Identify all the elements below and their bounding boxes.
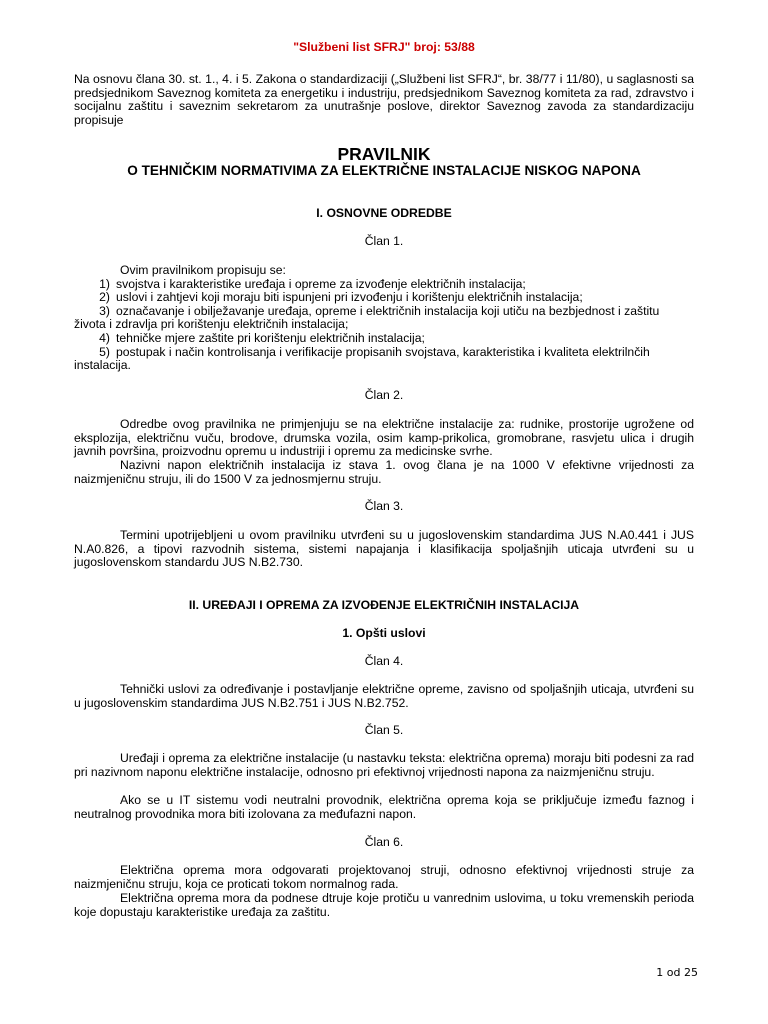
article-3-paragraph-1: Termini upotrijebljeni u ovom pravilniku utvrđeni su u jugoslovenskim standardima JUS N.A0.441 i JUS N.A0.826, a tipovi razvodnih sistema, sistemi napajanja i klasifikacija spoljašnjih uticaja utvrđeni su u jugoslovenskom standardu JUS N.B2.730. (74, 528, 694, 570)
article-2-paragraph-1: Odredbe ovog pravilnika ne primjenjuju se na električne instalacije za: rudnike, prostorije ugrožene od eksplozija, električnu vuču, brodove, drumska vozila, osim kamp-prikolica, gromobrane, rasvjetu ulica i drugih javnih površina, proizvodnu opremu u industriji i opremu za medicinske svrhe. (74, 417, 694, 459)
article-1-item: 4) tehničke mjere zaštite pri korištenju električnih instalacija; (99, 330, 425, 345)
preamble-paragraph: Na osnovu člana 30. st. 1., 4. i 5. Zakona o standardizaciji („Službeni list SFRJ“, br. 38/77 i 11/80), u saglasnosti sa predsjednikom Saveznog komiteta za energetiku i industriju, predsjednikom Saveznog komiteta za rad, zdravstvo i socijalnu zaštitu i saveznim sekretarom za unutrašnje poslove, direktor Saveznog zavoda za standardizaciju propisuje (74, 72, 694, 127)
section-heading-2: II. UREĐAJI I OPREMA ZA IZVOĐENJE ELEKTRIČNIH INSTALACIJA (188, 598, 580, 612)
document-title: PRAVILNIK (337, 144, 431, 164)
article-3-heading: Član 3. (364, 499, 404, 513)
article-1-body (74, 264, 694, 373)
article-1-item-3-continuation: života i zdravlja pri korištenju električnih instalacija; (74, 317, 349, 332)
subsection-heading-1: 1. Opšti uslovi (342, 626, 426, 640)
section-heading-1: I. OSNOVNE ODREDBE (316, 206, 452, 220)
article-5-paragraph-2: Ako se u IT sistemu vodi neutralni provodnik, električna oprema koja se priključuje između faznog i neutralnog provodnika mora biti izolovana za međufazni napon. (74, 793, 694, 821)
gazette-reference: "Službeni list SFRJ" broj: 53/88 (293, 40, 475, 54)
article-1-item-5-continuation: instalacija. (74, 358, 131, 373)
article-6-paragraph-1: Električna oprema mora odgovarati projektovanoj struji, odnosno efektivnoj vrijednosti struje za naizmjeničnu struju, koja ce proticati tokom normalnog rada. (74, 863, 694, 891)
article-2-heading: Član 2. (364, 388, 404, 402)
article-1-intro: Ovim pravilnikom propisuju se: (120, 263, 286, 277)
article-6-paragraph-2: Električna oprema mora da podnese dtruje koje protiču u vanrednim uslovima, u toku vremenskih perioda koje dopustaju karakteristike uređaja za zaštitu. (74, 891, 694, 919)
article-1-item: 2) uslovi i zahtjevi koji moraju biti ispunjeni pri izvođenju i korištenju električnih instalacija; (99, 290, 583, 305)
article-4-paragraph-1: Tehnički uslovi za određivanje i postavljanje električne opreme, zavisno od spoljašnjih uticaja, utvrđeni su u jugoslovenskim standardima JUS N.B2.751 i JUS N.B2.752. (74, 682, 694, 710)
page-number: 1 od 25 (656, 966, 698, 979)
article-1-item: 1) svojstva i karakteristike uređaja i opreme za izvođenje električnih instalacija; (99, 276, 526, 291)
article-6-heading: Član 6. (364, 835, 404, 849)
article-1-item: 5) postupak i način kontrolisanja i verifikacije propisanih svojstava, karakteristika i kvaliteta elektrilnčih (99, 344, 650, 359)
document-subtitle: O TEHNIČKIM NORMATIVIMA ZA ELEKTRIČNE INSTALACIJE NISKOG NAPONA (127, 163, 641, 178)
article-1-item: 3) označavanje i obilježavanje uređaja, opreme i električnih instalacija koji utiču na bezbjednost i zaštitu (99, 303, 660, 318)
article-2-paragraph-2: Nazivni napon električnih instalacija iz stava 1. ovog člana je na 1000 V efektivne vrijednosti za naizmjeničnu struju, ili do 1500 V za jednosmjernu struju. (74, 458, 694, 486)
article-5-paragraph-1: Uređaji i oprema za električne instalacije (u nastavku teksta: električna oprema) moraju biti podesni za rad pri nazivnom naponu električne instalacije, odnosno pri efektivnoj vrijednosti napona za naizmjeničnu struju. (74, 751, 694, 779)
article-5-heading: Član 5. (364, 723, 404, 737)
article-4-heading: Član 4. (364, 654, 404, 668)
article-1-heading: Član 1. (364, 234, 404, 248)
